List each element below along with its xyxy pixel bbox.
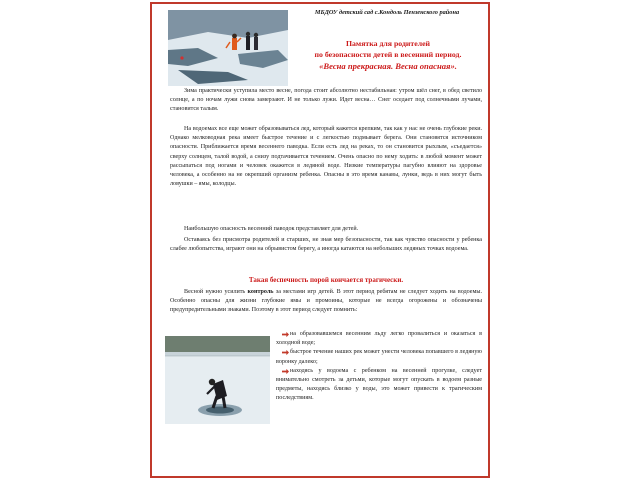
pointing-hand-bullet-icon <box>282 349 289 356</box>
paragraph-ice-danger: На водоемах все еще может образовываться лед, который кажется крепким, так как у нас не очень глубокие реки. Однако мелководная река имеет быстрое течение и с легкостью подмывает берега. Они становятся источником опасности. Приближается время весеннего паводка. Если есть лед на реках, то он становится рыхлым, «съедается» сверху солнцем, талой водой, а снизу подтачивается течением. Очень опасно по нему ходить: в любой момент может рассыпаться под ногами и человек окажется в ледяной воде. Низкие температуры пагубно влияют на здоровье человека, а особенно на не окрепший организм ребенка. Опасны в это время канавы, лунки, ведь в них могут быть ловушки – ямы, колодцы. <box>170 126 482 188</box>
list-item: быстрое течение наших рек может унести человека попавшего в ледяную воронку далеко; <box>276 349 482 365</box>
control-emphasis: контроль <box>247 289 274 295</box>
list-item: находясь у водоема с ребенком на весенней прогулке, следует внимательно смотреть за детьми, которые могут опускать в водоем разные предметы, находясь близко у воды, это может привести к трагическим последствиям. <box>276 367 482 402</box>
title-slogan: «Весна прекрасная. Весна опасная». <box>319 61 457 71</box>
paragraph-control: Весной нужно усилить контроль за местами игр детей. В этот период ребятам не следует ходить на водоемы. Особенно опасны для жизни глубокие ямы и промоины, которые не всегда огорожены и обозначены предупредительными знаками. Поэтому в этот период следует помнить: <box>170 289 482 314</box>
person-on-ice-photo <box>165 336 270 424</box>
memo-title <box>292 38 484 72</box>
paragraph-flood-danger: Наибольшую опасность весенний паводок представляет для детей. <box>184 226 359 232</box>
paragraph-intro: Зима практически уступила место весне, погода стоит абсолютно нестабильная: утром шёл снег, в обед светило солнце, а по ночам лужи снова замерзают. И не только лужи. Идет весна… Снег оседает под солнечными лучами, становится талым. <box>170 88 482 113</box>
paragraph-unsupervised: Оставаясь без присмотра родителей и старших, не зная мер безопасности, так как чувство опасности у ребенка слабее любопытства, играют они на обрывистом берегу, а иногда катаются на небольших ледяных точках водоема. <box>170 237 482 253</box>
pointing-hand-bullet-icon <box>282 331 289 338</box>
pointing-hand-bullet-icon <box>282 368 289 375</box>
list-item: на образовавшемся весенним льду легко провалиться и оказаться в холодной воде; <box>276 331 482 347</box>
title-line-2: по безопасности детей в весенний период. <box>314 50 462 59</box>
title-line-1: Памятка для родителей <box>345 39 431 48</box>
tragedy-subheading: Такая беспечность порой кончается трагически. <box>248 276 404 284</box>
organization-header: МБДОУ детский сад с.Кондоль Пензенского района <box>314 9 460 16</box>
safety-rules-list <box>276 330 482 404</box>
children-on-ice-photo <box>168 10 288 86</box>
